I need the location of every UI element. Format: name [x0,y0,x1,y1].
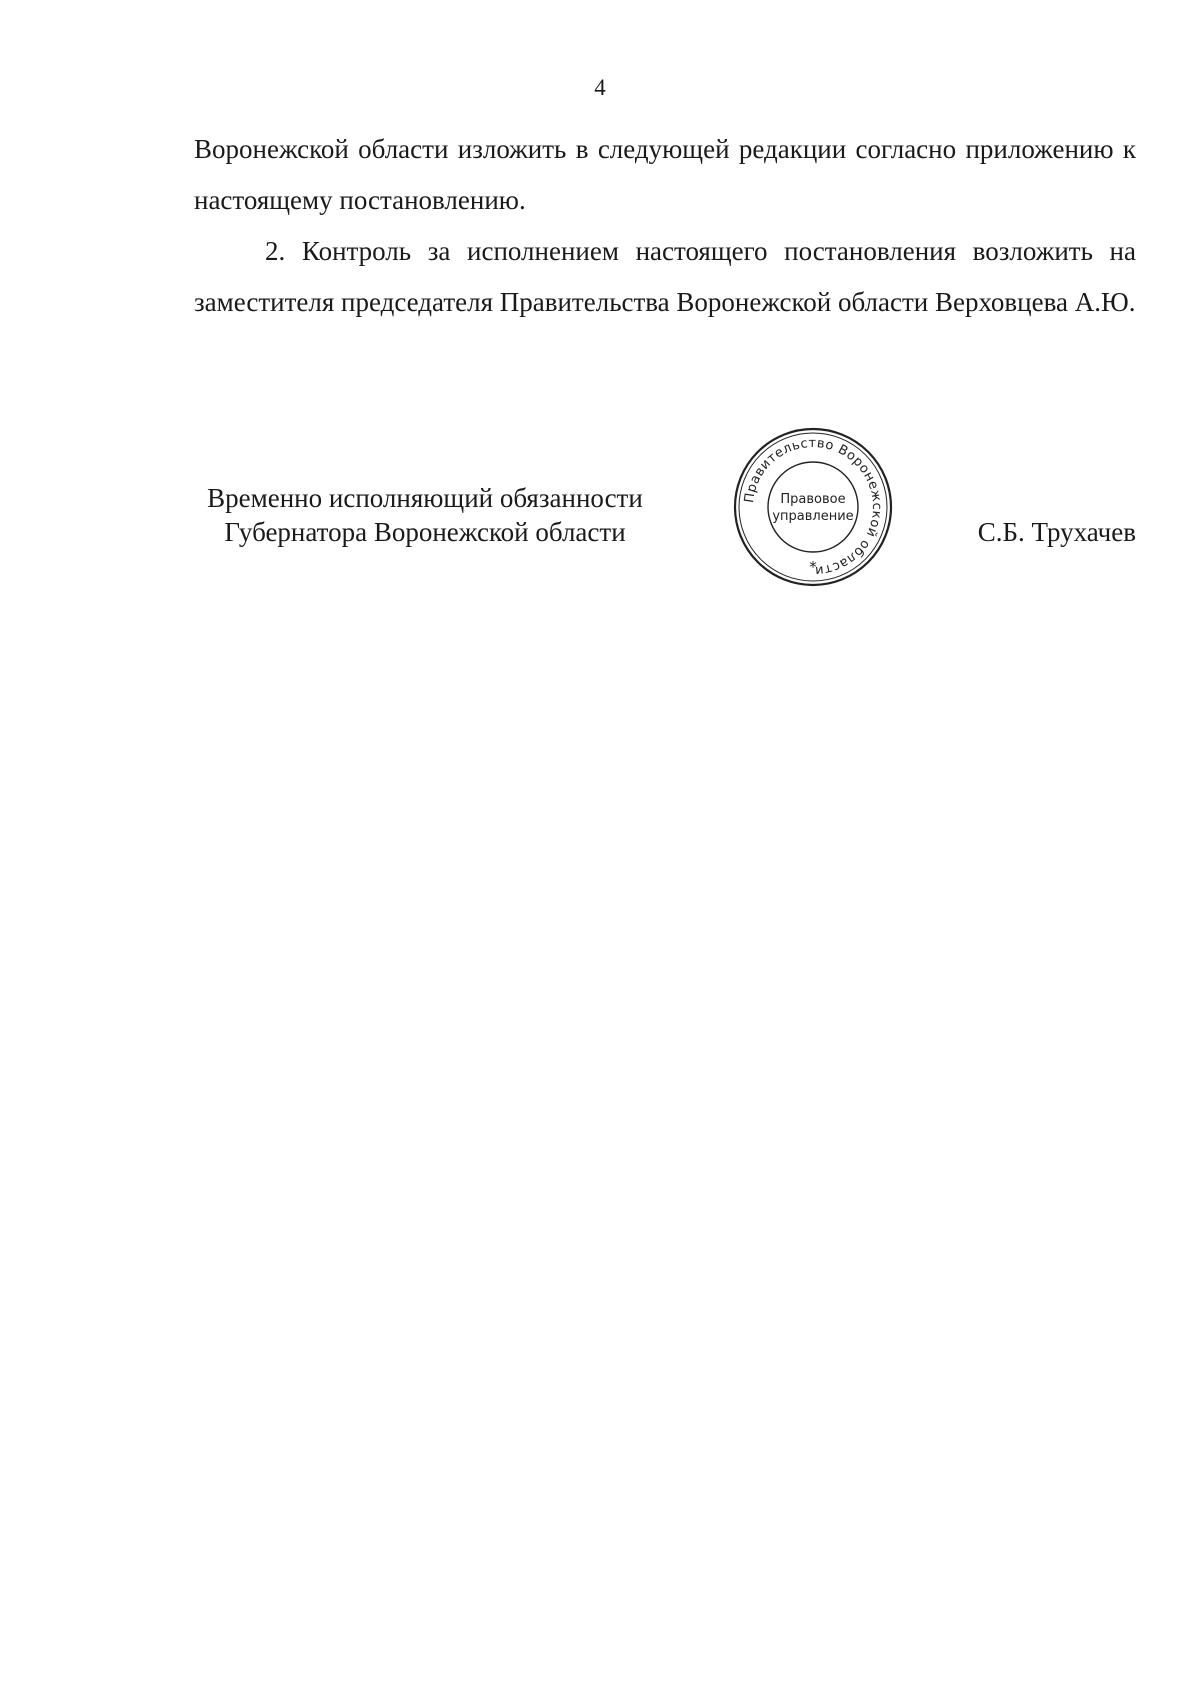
stamp-center-line-2: управление [772,509,854,524]
stamp-star: * [809,558,817,576]
stamp-center-line-1: Правовое [780,492,846,507]
body-paragraph-2: 2. Контроль за исполнением настоящего постановления возложить на заместителя председателя Правительства Воронежской области Верховцева А.Ю. [194,236,1136,317]
stamp-ring-text: Правительство Воронежской области [742,435,885,579]
signatory-position-line-1: Временно исполняющий обязанности [207,483,643,513]
signatory-name: С.Б. Трухачев [977,517,1136,547]
document-body [194,124,1136,328]
body-paragraph-1: Воронежской области изложить в следующей редакции согласно приложению к настоящему постановлению. [194,134,1136,215]
page-number: 4 [594,75,606,100]
signatory-position-line-2: Губернатора Воронежской области [224,517,626,547]
official-stamp [732,426,894,588]
stamp-inner-ring [768,462,858,552]
signatory-position [190,481,660,549]
